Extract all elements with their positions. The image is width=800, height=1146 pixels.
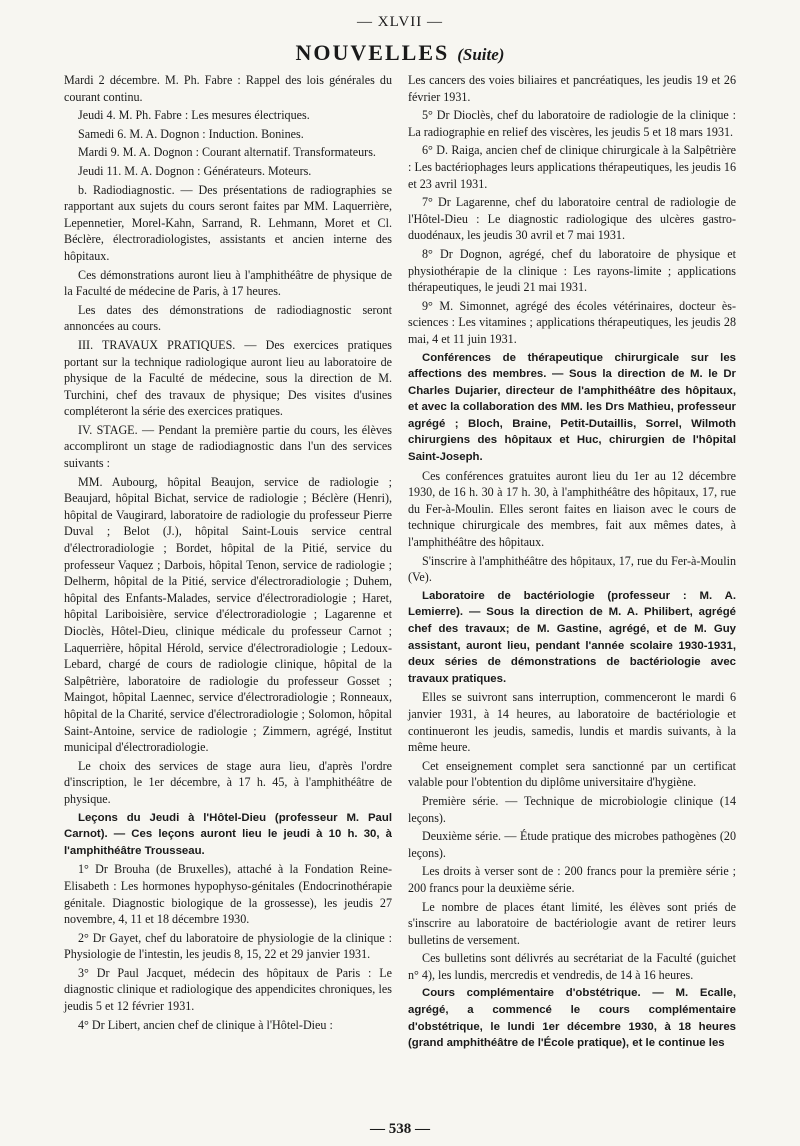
section-heading: Cours complémentaire d'obstétrique. — M. Ecalle, agrégé, a commencé le cours complémentaire d'obstétrique, le lundi 1er décembre 1930, à 18 heures (grand amphithéâtre de l'École pratique), et le continue les <box>408 987 736 1050</box>
paragraph: Deuxième série. — Étude pratique des microbes pathogènes (20 leçons). <box>408 829 736 860</box>
page-title: NOUVELLES <box>295 40 450 65</box>
paragraph: MM. Aubourg, hôpital Beaujon, service de radiologie ; Beaujard, hôpital Bichat, service de radiologie ; Béclère (Henri), hôpital de Vaugirard, laboratoire de radiologie du professeur Pierre Duval ; Belot (J.), hôpital Saint-Louis service central d'électroradiologie ; Bordet, hôpital de la Pitié, service du professeur Vaquez ; Darbois, hôpital Tenon, service de radiologie ; Delherm, hôpital de la Pitié, service d'électroradiologie ; Duhem, hôpital des Enfants-Malades, service d'électroradiologie ; Haret, hôpital Lariboisière, service d'électroradiologie ; Lagarenne et Dioclès, Hôtel-Dieu, clinique médicale du professeur Carnot ; Laquerrière, hôpital Hérold, service d'électroradiologie ; Ledoux-Lebard, chargé de cours de radiologie clinique, hôpital de la Salpêtrière, laboratoire de radiologie du professeur Gosset ; Maingot, hôpital Laennec, service d'électroradiologie ; Ronneaux, hôpital de la Charité, service d'électroradiologie ; Solomon, hôpital Saint-Antoine, service de radiologie ; Zimmern, agrégé, Institut municipal d'électroradiologie. <box>64 474 392 755</box>
paragraph: 1° Dr Brouha (de Bruxelles), attaché à la Fondation Reine-Elisabeth : Les hormones hypophyso-génitales (Endocrinothérapie génitale. Diagnostic biologique de la grossesse), les jeudis 27 novembre, 4, 11 et 18 décembre 1930. <box>64 862 392 927</box>
columns <box>64 72 736 1054</box>
paragraph: Samedi 6. M. A. Dognon : Induction. Bonines. <box>78 126 304 141</box>
paragraph: S'inscrire à l'amphithéâtre des hôpitaux, 17, rue du Fer-à-Moulin (Ve). <box>408 553 736 585</box>
paragraph: Le nombre de places étant limité, les élèves sont priés de s'inscrire au laboratoire de bactériologie avant de retirer leurs bulletins de versement. <box>408 899 736 947</box>
right-column <box>408 72 736 1054</box>
paragraph: Première série. — Technique de microbiologie clinique (14 leçons). <box>408 793 736 825</box>
paragraph: Jeudi 4. M. Ph. Fabre : Les mesures électriques. <box>78 108 310 123</box>
paragraph: 4° Dr Libert, ancien chef de clinique à l'Hôtel-Dieu : <box>78 1017 333 1032</box>
paragraph: Jeudi 11. M. A. Dognon : Générateurs. Moteurs. <box>78 163 312 178</box>
paragraph: 6° D. Raiga, ancien chef de clinique chirurgicale à la Salpêtrière : Les bactériophages leurs applications thérapeutiques, les jeudis 16 et 23 avril 1931. <box>408 143 736 191</box>
paragraph: Ces conférences gratuites auront lieu du 1er au 12 décembre 1930, de 16 h. 30 à 17 h. 30, à l'amphithéâtre des hôpitaux, 17, rue du Fer-à-Moulin. Elles seront faites en liaison avec le cours de technique chirurgicale des membres, fait aux mêmes dates, à l'amphithéâtre des hôpitaux. <box>408 468 736 550</box>
paragraph: Le choix des services de stage aura lieu, d'après l'ordre d'inscription, le 1er décembre, à 17 h. 45, à l'amphithéâtre de physique. <box>64 758 392 806</box>
page-subtitle: (Suite) <box>457 45 505 64</box>
section-heading: Laboratoire de bactériologie (professeur : M. A. Lemierre). — Sous la direction de M. A. Philibert, agrégé chef des travaux; de M. Gastine, agrégé, et de M. Guy assistant, auront lieu, pendant l'année scolaire 1930-1931, deux séries de démonstrations de bactériologie avec travaux pratiques. <box>408 589 736 685</box>
paragraph: Mardi 2 décembre. M. Ph. Fabre : Rappel des lois générales du courant continu. <box>64 73 392 104</box>
paragraph: Ces bulletins sont délivrés au secrétariat de la Faculté (guichet n° 4), les lundis, mercredis et vendredis, de 14 à 16 heures. <box>408 951 736 982</box>
paragraph: 3° Dr Paul Jacquet, médecin des hôpitaux de Paris : Le diagnostic clinique et radiologique des appendicites chroniques, les jeudis 5 et 12 février 1931. <box>64 965 392 1014</box>
left-column <box>64 72 392 1054</box>
paragraph: Les cancers des voies biliaires et pancréatiques, les jeudis 19 et 26 février 1931. <box>408 73 736 104</box>
paragraph: 7° Dr Lagarenne, chef du laboratoire central de radiologie de l'Hôtel-Dieu : Le diagnostic radiologique des ulcères gastro-duodénaux, les jeudis 30 avril et 7 mai 1931. <box>408 195 736 243</box>
paragraph: IV. STAGE. — Pendant la première partie du cours, les élèves accompliront un stage de radiodiagnostic dans l'un des services suivants : <box>64 422 392 471</box>
paragraph: b. Radiodiagnostic. — Des présentations de radiographies se rapportant aux sujets du cours seront faites par MM. Laquerrière, Lepennetier, Morel-Kahn, Sarrand, R. Lehmann, Moret et Cl. Béclère, électroradiologistes, assistants et ancien interne des hôpitaux. <box>64 182 392 263</box>
paragraph: III. TRAVAUX PRATIQUES. — Des exercices pratiques portant sur la technique radiologique auront lieu au laboratoire de physique de la Faculté de médecine, sous la direction de M. Turchini, chef des travaux de physique; Des visites d'usines compléteront la série des exercices pratiques. <box>64 337 392 419</box>
paragraph: 9° M. Simonnet, agrégé des écoles vétérinaires, docteur ès-sciences : Les vitamines ; applications thérapeutiques, les jeudis 28 mai, 4 et 11 juin 1931. <box>408 298 736 346</box>
section-heading: Conférences de thérapeutique chirurgicale sur les affections des membres. — Sous la direction de M. le Dr Charles Dujarier, directeur de l'amphithéâtre des hôpitaux, et avec la collaboration des MM. les Drs Mathieu, professeur agrégé ; Bloch, Braine, Petit-Dutaillis, Sorrel, Wilmoth chirurgiens des hôpitaux et Huc, chirurgien de l'hôpital Saint-Joseph. <box>408 351 736 464</box>
paragraph: Les droits à verser sont de : 200 francs pour la première série ; 200 francs pour la deuxième série. <box>408 864 736 895</box>
paragraph: 2° Dr Gayet, chef du laboratoire de physiologie de la clinique : Physiologie de l'intestin, les jeudis 8, 15, 22 et 29 janvier 1931. <box>64 930 392 962</box>
page-number: — 538 — <box>370 1121 430 1137</box>
paragraph: Cet enseignement complet sera sanctionné par un certificat valable pour l'obtention du diplôme universitaire d'hygiène. <box>408 758 736 790</box>
paragraph: Les dates des démonstrations de radiodiagnostic seront annoncées au cours. <box>64 302 392 334</box>
running-head: — XLVII — <box>357 14 443 30</box>
paragraph: Mardi 9. M. A. Dognon : Courant alternatif. Transformateurs. <box>78 145 376 160</box>
paragraph: 5° Dr Dioclès, chef du laboratoire de radiologie de la clinique : La radiographie en relief des viscères, les jeudis 5 et 18 mars 1931. <box>408 108 736 139</box>
paragraph: Elles se suivront sans interruption, commenceront le mardi 6 janvier 1931, à 14 heures, au laboratoire de bactériologie et continueront les jeudis, samedis, lundis et mardis suivants, à la même heure. <box>408 690 736 755</box>
paragraph: Ces démonstrations auront lieu à l'amphithéâtre de physique de la Faculté de médecine de Paris, à 17 heures. <box>64 267 392 299</box>
paragraph: 8° Dr Dognon, agrégé, chef du laboratoire de physique et physiothérapie de la clinique : Les rayons-limite ; applications thérapeutiques, le jeudi 21 mai 1931. <box>408 246 736 295</box>
section-heading: Leçons du Jeudi à l'Hôtel-Dieu (professeur M. Paul Carnot). — Ces leçons auront lieu le jeudi à 10 h. 30, à l'amphithéâtre Trousseau. <box>64 811 392 857</box>
title-row <box>64 40 736 66</box>
